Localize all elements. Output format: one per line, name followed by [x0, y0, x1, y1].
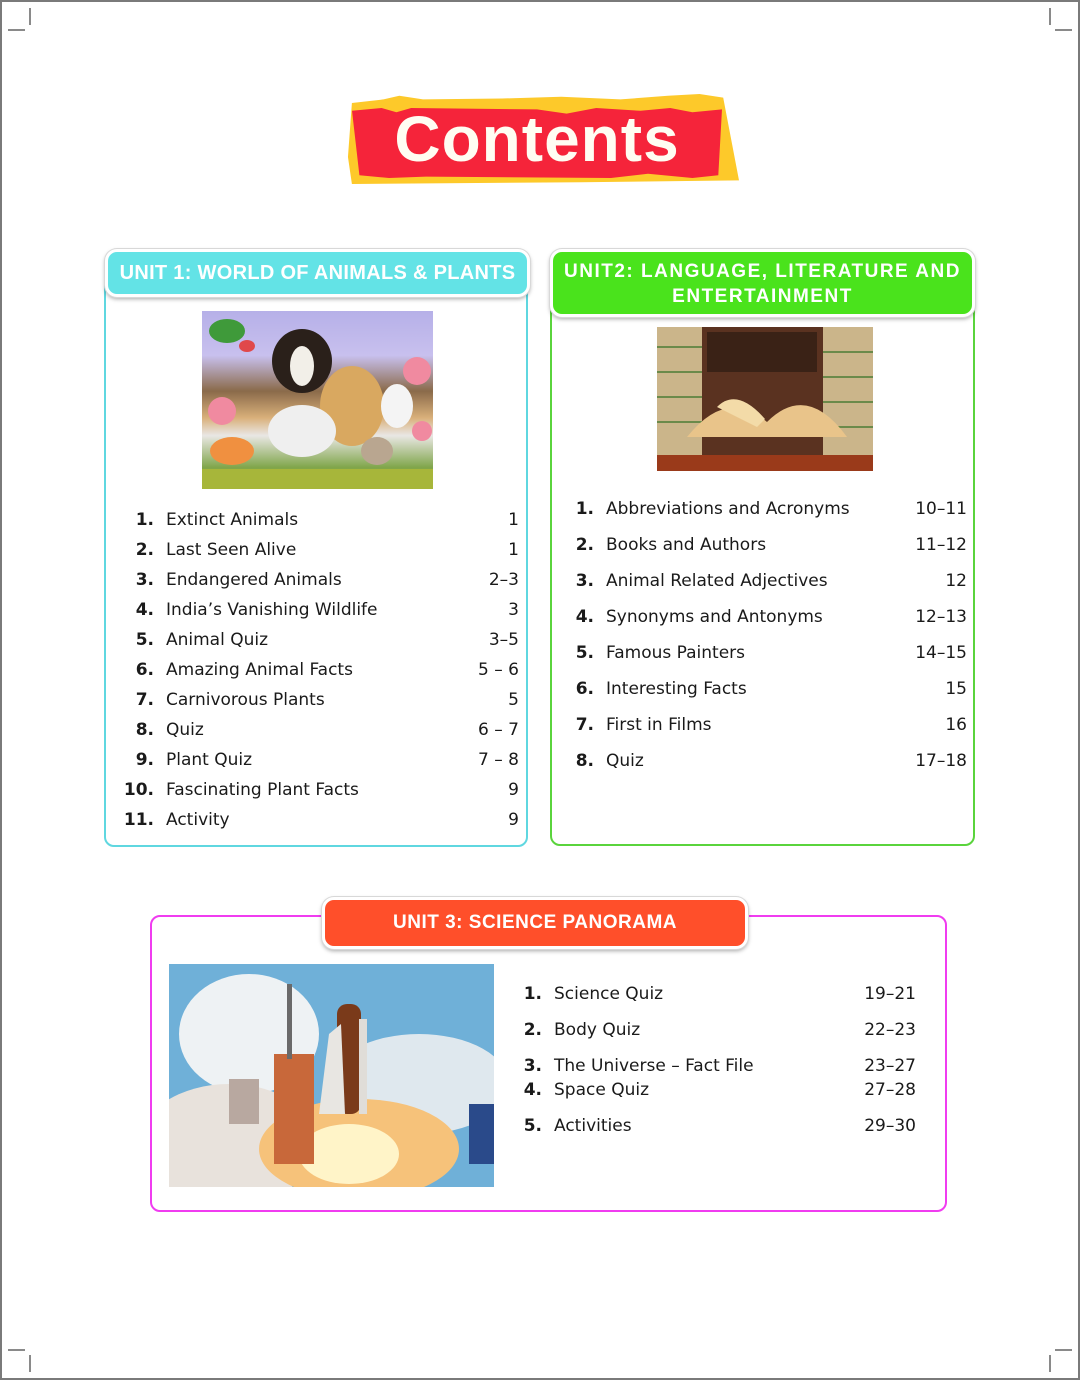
toc-item[interactable]: [523, 1075, 916, 1111]
toc-item-title: Activities: [554, 1116, 632, 1136]
toc-item-number: 3.: [523, 1056, 542, 1076]
toc-item-title: Space Quiz: [554, 1080, 650, 1100]
toc-item-number: 3.: [575, 571, 594, 591]
toc-item-pages: 1: [508, 540, 519, 560]
toc-item[interactable]: [523, 1111, 916, 1147]
toc-item-number: 8.: [575, 751, 594, 771]
toc-item-title: Activity: [166, 810, 230, 830]
toc-item-pages: 9: [508, 780, 519, 800]
crop-mark-top-right-h: [1055, 29, 1072, 31]
toc-item[interactable]: [575, 746, 967, 782]
toc-item-number: 2.: [575, 535, 594, 555]
toc-item-pages: 5: [508, 690, 519, 710]
toc-item-title: Extinct Animals: [166, 510, 299, 530]
unit-1-toc-list: [123, 505, 519, 835]
toc-item-number: 5.: [523, 1116, 542, 1136]
toc-item-pages: 9: [508, 810, 519, 830]
toc-item[interactable]: [523, 1015, 916, 1051]
toc-item-title: Animal Related Adjectives: [606, 571, 828, 591]
crop-mark-top-right-v: [1049, 8, 1051, 25]
toc-item-title: Endangered Animals: [166, 570, 342, 590]
toc-item-pages: 2–3: [488, 570, 519, 590]
toc-item[interactable]: [575, 674, 967, 710]
unit-2-header-line-2: ENTERTAINMENT: [672, 286, 853, 307]
toc-item-number: 4.: [135, 600, 154, 620]
toc-item-pages: 7 – 8: [478, 750, 519, 770]
animals-illustration-icon: [202, 311, 433, 489]
toc-item-title: Abbreviations and Acronyms: [606, 499, 850, 519]
toc-item-title: Quiz: [606, 751, 644, 771]
toc-item-number: 3.: [135, 570, 154, 590]
toc-item-title: Plant Quiz: [166, 750, 253, 770]
toc-item-number: 2.: [523, 1020, 542, 1040]
toc-item-title: The Universe – Fact File: [554, 1056, 754, 1076]
toc-item-number: 7.: [135, 690, 154, 710]
toc-item-pages: 1: [508, 510, 519, 530]
toc-item[interactable]: [135, 565, 519, 595]
toc-item[interactable]: [135, 685, 519, 715]
space-shuttle-photo-icon: [169, 964, 494, 1187]
toc-item[interactable]: [575, 710, 967, 746]
toc-item[interactable]: [523, 1051, 916, 1076]
unit-2-toc-list: [575, 494, 967, 782]
toc-item-title: Last Seen Alive: [166, 540, 297, 560]
toc-item[interactable]: [135, 625, 519, 655]
toc-item-number: 7.: [575, 715, 594, 735]
toc-item-number: 9.: [135, 750, 154, 770]
books-photo-icon: [657, 327, 873, 471]
toc-item-number: 1.: [575, 499, 594, 519]
toc-item-pages: 3–5: [488, 630, 519, 650]
toc-item-pages: 19–21: [864, 984, 916, 1004]
toc-item[interactable]: [123, 805, 519, 835]
toc-item[interactable]: [135, 715, 519, 745]
toc-item-number: 2.: [135, 540, 154, 560]
toc-item[interactable]: [575, 602, 967, 638]
toc-item-title: India’s Vanishing Wildlife: [166, 600, 378, 620]
toc-item-title: Animal Quiz: [166, 630, 269, 650]
toc-item-pages: 22–23: [864, 1020, 916, 1040]
toc-item[interactable]: [575, 638, 967, 674]
toc-item-number: 5.: [135, 630, 154, 650]
toc-item-pages: 6 – 7: [478, 720, 519, 740]
crop-mark-top-left-h: [8, 29, 25, 31]
toc-item-pages: 27–28: [864, 1080, 916, 1100]
toc-item[interactable]: [575, 494, 967, 530]
crop-mark-bottom-right-h: [1055, 1349, 1072, 1351]
toc-item-pages: 14–15: [915, 643, 967, 663]
toc-item[interactable]: [575, 530, 967, 566]
toc-item-number: 6.: [135, 660, 154, 680]
unit-2-image-books: [657, 327, 873, 471]
page-title: Contents: [394, 103, 680, 175]
toc-item-number: 5.: [575, 643, 594, 663]
contents-title-banner: [344, 94, 739, 184]
toc-item[interactable]: [575, 566, 967, 602]
toc-item[interactable]: [135, 745, 519, 775]
toc-item-pages: 16: [945, 715, 967, 735]
toc-item-pages: 29–30: [864, 1116, 916, 1136]
unit-3-toc-list: [523, 979, 916, 1147]
toc-item-pages: 3: [508, 600, 519, 620]
toc-item-number: 8.: [135, 720, 154, 740]
toc-item-pages: 10–11: [915, 499, 967, 519]
toc-item-pages: 15: [945, 679, 967, 699]
toc-item-title: Science Quiz: [554, 984, 664, 1004]
crop-mark-bottom-left-h: [8, 1349, 25, 1351]
unit-2-header-line-1: UNIT2: LANGUAGE, LITERATURE AND: [564, 261, 961, 282]
toc-item[interactable]: [523, 979, 916, 1015]
toc-item[interactable]: [135, 655, 519, 685]
toc-item-title: Books and Authors: [606, 535, 767, 555]
toc-item-pages: 23–27: [864, 1056, 916, 1076]
toc-item-number: 10.: [123, 780, 154, 800]
unit-1-header: UNIT 1: WORLD OF ANIMALS & PLANTS: [105, 249, 530, 297]
toc-item-pages: 5 – 6: [478, 660, 519, 680]
toc-item[interactable]: [135, 595, 519, 625]
toc-item-title: Amazing Animal Facts: [166, 660, 353, 680]
toc-item-number: 6.: [575, 679, 594, 699]
toc-item-title: Fascinating Plant Facts: [166, 780, 359, 800]
toc-item-title: Interesting Facts: [606, 679, 747, 699]
toc-item-pages: 12: [945, 571, 967, 591]
toc-item[interactable]: [135, 505, 519, 535]
toc-item-title: Quiz: [166, 720, 204, 740]
toc-item-title: First in Films: [606, 715, 712, 735]
unit-1-image-animals: [202, 311, 433, 489]
toc-item-number: 4.: [575, 607, 594, 627]
crop-mark-top-left-v: [29, 8, 31, 25]
toc-item-pages: 11–12: [915, 535, 967, 555]
toc-item-title: Carnivorous Plants: [166, 690, 325, 710]
toc-item-number: 11.: [123, 810, 154, 830]
toc-item-title: Synonyms and Antonyms: [606, 607, 823, 627]
crop-mark-bottom-left-v: [29, 1355, 31, 1372]
toc-item-number: 4.: [523, 1080, 542, 1100]
unit-3-header: UNIT 3: SCIENCE PANORAMA: [322, 897, 748, 949]
unit-3-image-space-shuttle: [169, 964, 494, 1187]
toc-item-pages: 17–18: [915, 751, 967, 771]
toc-item-title: Body Quiz: [554, 1020, 641, 1040]
toc-item[interactable]: [123, 775, 519, 805]
crop-mark-bottom-right-v: [1049, 1355, 1051, 1372]
toc-item[interactable]: [135, 535, 519, 565]
toc-item-number: 1.: [135, 510, 154, 530]
toc-item-title: Famous Painters: [606, 643, 746, 663]
unit-2-header: [550, 249, 975, 317]
toc-item-number: 1.: [523, 984, 542, 1004]
toc-item-pages: 12–13: [915, 607, 967, 627]
